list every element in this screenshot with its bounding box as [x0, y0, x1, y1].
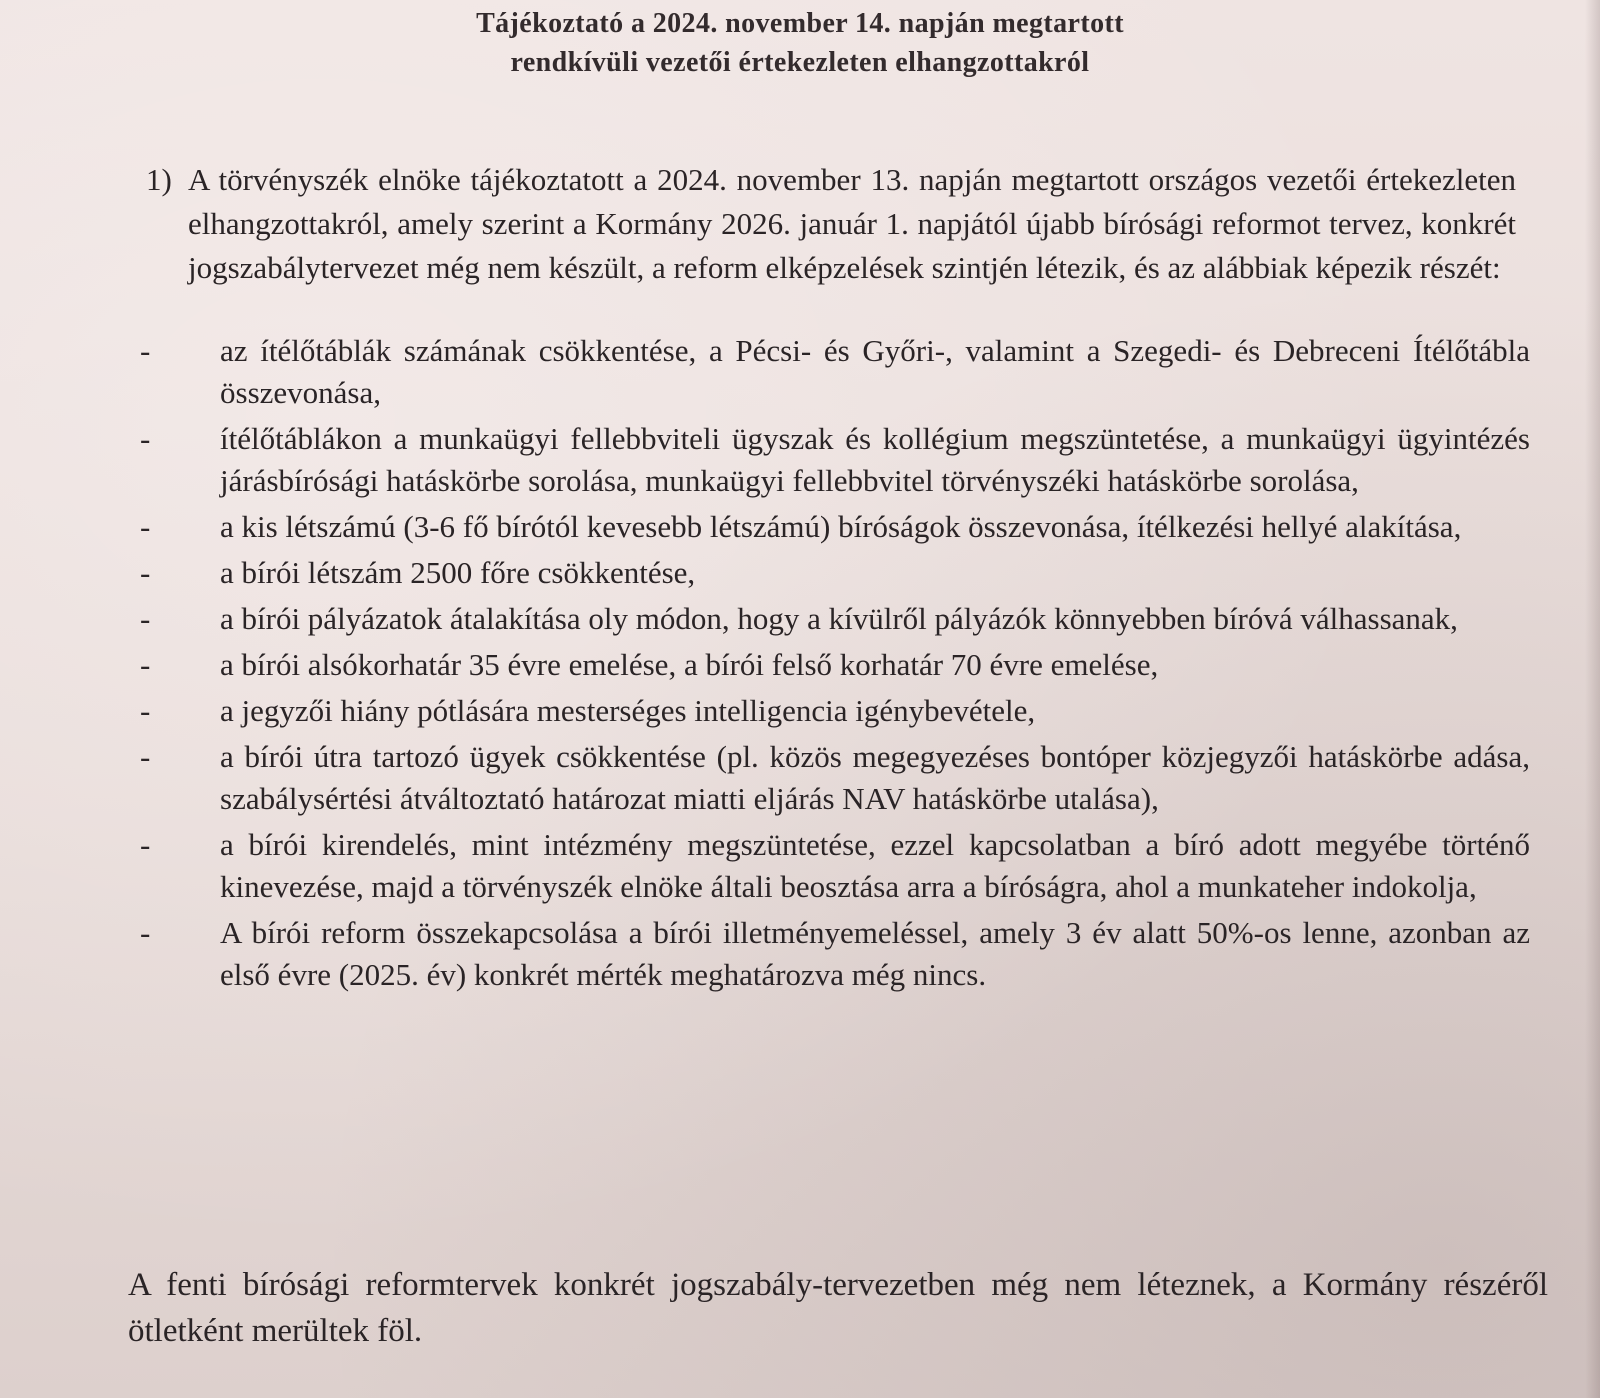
list-item [140, 736, 1530, 820]
bullet-text: A bírói reform összekapcsolása a bírói illetményemeléssel, amely 3 év alatt 50%-os lenne, azonban az első évre (2025. év) konkrét mérték meghatározva még nincs. [220, 915, 1530, 992]
bullet-dash: - [140, 601, 151, 636]
document-title [0, 4, 1600, 82]
bullet-dash: - [140, 693, 151, 728]
bullet-text: az ítélőtáblák számának csökkentése, a Pécsi- és Győri-, valamint a Szegedi- és Debreceni Ítélőtábla összevonása, [220, 333, 1530, 410]
list-item [140, 690, 1530, 732]
title-line-1: Tájékoztató a 2024. november 14. napján megtartott [476, 8, 1124, 39]
list-item [140, 418, 1530, 502]
bullet-dash: - [140, 827, 151, 862]
bullet-dash: - [140, 739, 151, 774]
bullet-text: a bírói pályázatok átalakítása oly módon, hogy a kívülről pályázók könnyebben bíróvá válhassanak, [220, 601, 1458, 636]
bullet-text: a kis létszámú (3-6 fő bírótól kevesebb létszámú) bíróságok összevonása, ítélkezési hellyé alakítása, [220, 509, 1462, 544]
section-1-intro-text: A törvényszék elnöke tájékoztatott a 2024. november 13. napján megtartott országos vezetői értekezleten elhangzottakról, amely szerint a Kormány 2026. január 1. napjától újabb bírósági reformot tervez, konkrét jogszabálytervezet még nem készült, a reform elképzelések szintjén létezik, és az alábbiak képezik részét: [188, 162, 1516, 285]
list-item [140, 506, 1530, 548]
title-line-2: rendkívüli vezetői értekezleten elhangzottakról [510, 47, 1090, 78]
bullet-text: a bírói alsókorhatár 35 évre emelése, a bírói felső korhatár 70 évre emelése, [220, 647, 1159, 682]
bullet-dash: - [140, 333, 151, 368]
list-item [140, 824, 1530, 908]
paper-edge-shadow [1585, 0, 1600, 1398]
bullet-dash: - [140, 421, 151, 456]
bullet-text: ítélőtáblákon a munkaügyi fellebbviteli ügyszak és kollégium megszüntetése, a munkaügyi ügyintézés járásbírósági hatáskörbe sorolása, munkaügyi fellebbvitel törvényszéki hatáskörbe sorolása, [220, 421, 1530, 498]
list-item [140, 552, 1530, 594]
bullet-dash: - [140, 647, 151, 682]
section-number: 1) [146, 162, 172, 197]
bullet-text: a bírói létszám 2500 főre csökkentése, [220, 555, 696, 590]
reform-bullet-list [140, 330, 1530, 1000]
bullet-dash: - [140, 915, 151, 950]
bullet-text: a jegyzői hiány pótlására mesterséges intelligencia igénybevétele, [220, 693, 1036, 728]
list-item [140, 644, 1530, 686]
bullet-dash: - [140, 555, 151, 590]
bullet-dash: - [140, 509, 151, 544]
list-item [140, 598, 1530, 640]
list-item [140, 330, 1530, 414]
list-item [140, 912, 1530, 996]
section-1-intro [146, 158, 1516, 290]
bullet-text: a bírói útra tartozó ügyek csökkentése (pl. közös megegyezéses bontóper közjegyzői hatáskörbe adása, szabálysértési átváltoztató határozat miatti eljárás NAV hatáskörbe utalása), [220, 739, 1530, 816]
bullet-text: a bírói kirendelés, mint intézmény megszüntetése, ezzel kapcsolatban a bíró adott megyébe történő kinevezése, majd a törvényszék elnöke általi beosztása arra a bíróságra, ahol a munkateher indokolja, [220, 827, 1530, 904]
closing-paragraph: A fenti bírósági reformtervek konkrét jogszabály-tervezetben még nem léteznek, a Kormány részéről ötletként merültek föl. [128, 1267, 1548, 1349]
